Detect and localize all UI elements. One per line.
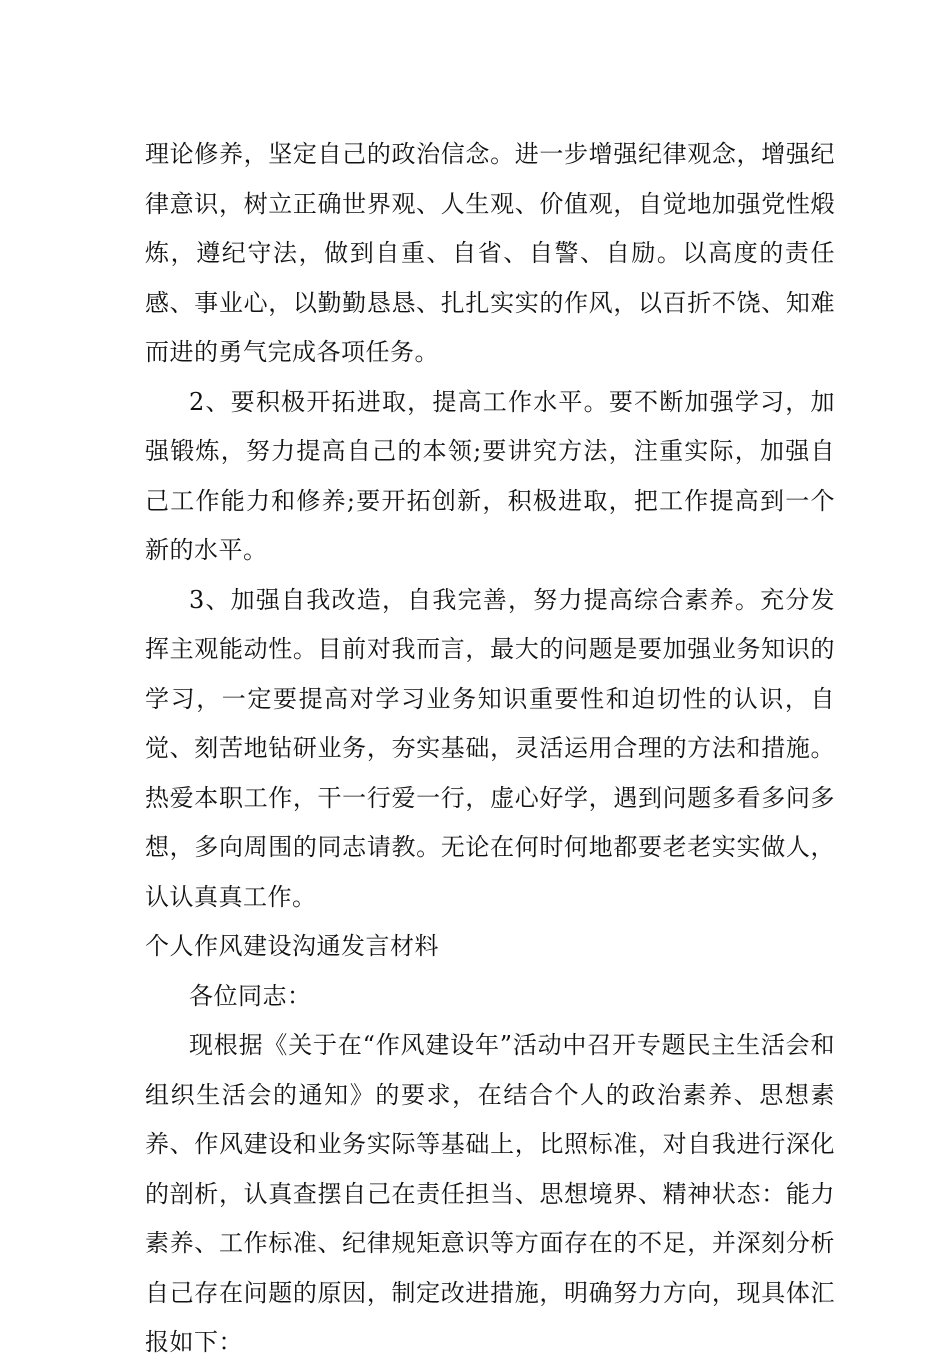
salutation: 各位同志： bbox=[189, 981, 312, 1010]
paragraph-intro: 现根据《关于在“作风建设年”活动中召开专题民主生活会和组织生活会的通知》的要求，在结合个人的政治素养、思想素养、作风建设和业务实际等基础上，比照标准，对自我进行深化的剖析，认真查摆自己在责任担当、思想境界、精神状态：能力素养、工作标准、纪律规矩意识等方面存在的不足，并深刻分析自己存在问题的原因，制定改进措施，明确努力方向，现具体汇报如下： bbox=[145, 1031, 835, 1356]
section-title: 个人作风建设沟通发言材料 bbox=[145, 932, 439, 960]
document-body bbox=[145, 130, 835, 1368]
paragraph-item-2: 2、要积极开拓进取，提高工作水平。要不断加强学习，加强锻炼，努力提高自己的本领;要讲究方法，注重实际，加强自己工作能力和修养;要开拓创新，积极进取，把工作提高到一个新的水平。 bbox=[145, 387, 835, 564]
paragraph-continuation: 理论修养，坚定自己的政治信念。进一步增强纪律观念，增强纪律意识，树立正确世界观、人生观、价值观，自觉地加强党性煅炼，遵纪守法，做到自重、自省、自警、自励。以高度的责任感、事业心，以勤勤恳恳、扎扎实实的作风，以百折不饶、知难而进的勇气完成各项任务。 bbox=[145, 140, 835, 366]
paragraph-item-3: 3、加强自我改造，自我完善，努力提高综合素养。充分发挥主观能动性。目前对我而言，最大的问题是要加强业务知识的学习，一定要提高对学习业务知识重要性和迫切性的认识，自觉、刻苦地钻研业务，夯实基础，灵活运用合理的方法和措施。热爱本职工作，干一行爱一行，虚心好学，遇到问题多看多问多想，多向周围的同志请教。无论在何时何地都要老老实实做人，认认真真工作。 bbox=[145, 585, 835, 911]
